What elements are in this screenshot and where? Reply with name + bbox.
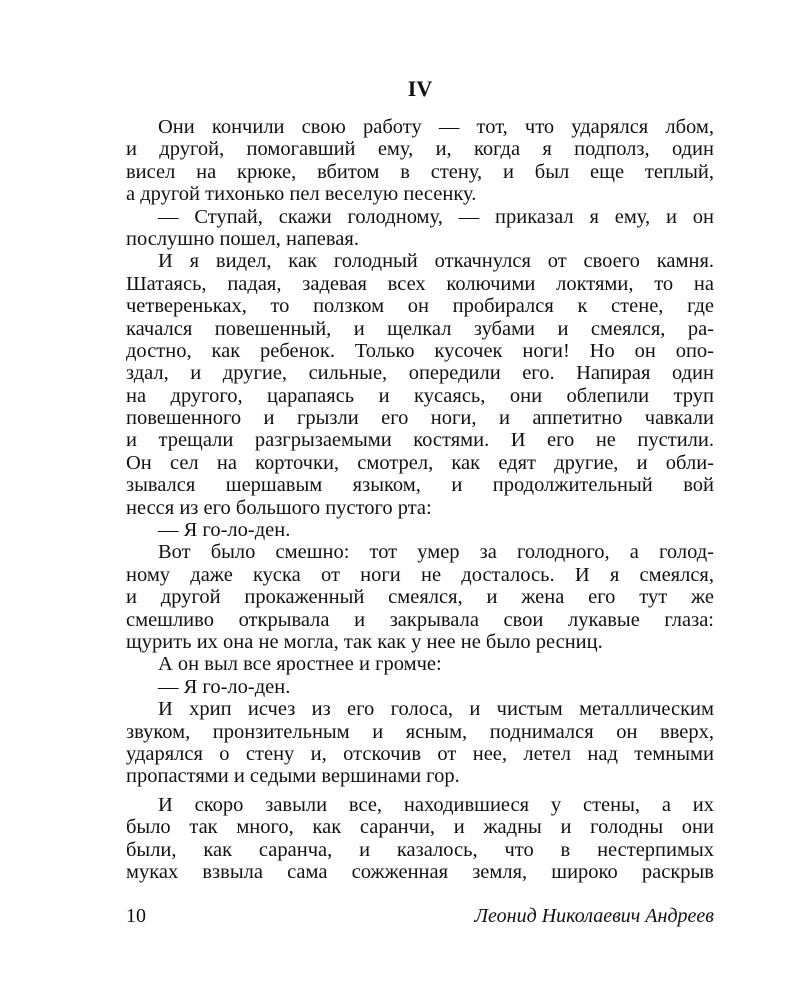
- text-line: были, как саранча, и казалось, что в нестерпимых: [126, 838, 714, 861]
- text-line: а другой тихонько пел веселую песенку.: [126, 183, 477, 206]
- text-line: — Я го-ло-ден.: [158, 519, 291, 542]
- text-line: Шатаясь, падая, задевая всех колючими локтями, то на: [126, 272, 714, 295]
- text-line: и другой прокаженный смеялся, и жена его тут же: [126, 586, 714, 609]
- text-line: висел на крюке, вбитом в стену, и был еще теплый,: [126, 160, 714, 183]
- text-line: четвереньках, то ползком он пробирался к стене, где: [126, 295, 714, 318]
- text-line: на другого, царапаясь и кусаясь, они облепили труп: [126, 384, 714, 407]
- body-text: [126, 116, 714, 883]
- text-line: Они кончили свою работу — тот, что ударялся лбом,: [158, 116, 714, 138]
- text-line: И хрип исчез из его голоса, и чистым металлическим: [158, 698, 714, 721]
- text-line: несся из его большого пустого рта:: [126, 496, 432, 519]
- text-line: зывался шершавым языком, и продолжительный вой: [126, 474, 714, 497]
- running-author: Леонид Николаевич Андреев: [474, 905, 714, 927]
- book-page: [126, 70, 714, 950]
- text-line: И я видел, как голодный откачнулся от своего камня.: [158, 250, 714, 273]
- text-line: здал, и другие, сильные, опередили его. Напирая один: [126, 362, 714, 385]
- text-line: повешенного и грызли его ноги, и аппетитно чавкали: [126, 407, 714, 430]
- text-line: И скоро завыли все, находившиеся у стены, а их: [158, 793, 714, 816]
- text-line: — Я го-ло-ден.: [158, 675, 291, 698]
- text-line: послушно пошел, напевая.: [126, 227, 359, 250]
- text-line: достно, как ребенок. Только кусочек ноги! Но он опо-: [126, 339, 714, 362]
- text-line: Вот было смешно: тот умер за голодного, а голод-: [158, 541, 714, 564]
- text-line: ударялся о стену и, отскочив от нее, летел над темными: [126, 742, 714, 765]
- text-line: звуком, пронзительным и ясным, поднимался он вверх,: [126, 720, 714, 743]
- text-line: Он сел на корточки, смотрел, как едят другие, и обли-: [126, 451, 714, 474]
- chapter-heading: IV: [407, 76, 433, 101]
- text-line: пропастями и седыми вершинами гор.: [126, 765, 460, 788]
- text-line: ному даже куска от ноги не досталось. И я смеялся,: [126, 563, 714, 586]
- text-line: было так много, как саранчи, и жадны и голодны они: [126, 816, 714, 839]
- text-line: щурить их она не могла, так как у нее не было ресниц.: [126, 630, 603, 653]
- text-line: муках взвыла сама сожженная земля, широко раскрыв: [126, 860, 714, 883]
- text-line: качался повешенный, и щелкал зубами и смеялся, ра-: [126, 317, 714, 340]
- text-line: А он выл все яростнее и громче:: [158, 653, 442, 676]
- text-line: смешливо открывала и закрывала свои лукавые глаза:: [126, 608, 714, 631]
- text-line: и другой, помогавший ему, и, когда я подполз, один: [126, 138, 714, 161]
- text-line: — Ступай, скажи голодному, — приказал я ему, и он: [158, 205, 714, 228]
- page-number: 10: [126, 905, 146, 927]
- text-line: и трещали разгрызаемыми костями. И его не пустили.: [126, 429, 714, 452]
- page-footer: [126, 905, 714, 931]
